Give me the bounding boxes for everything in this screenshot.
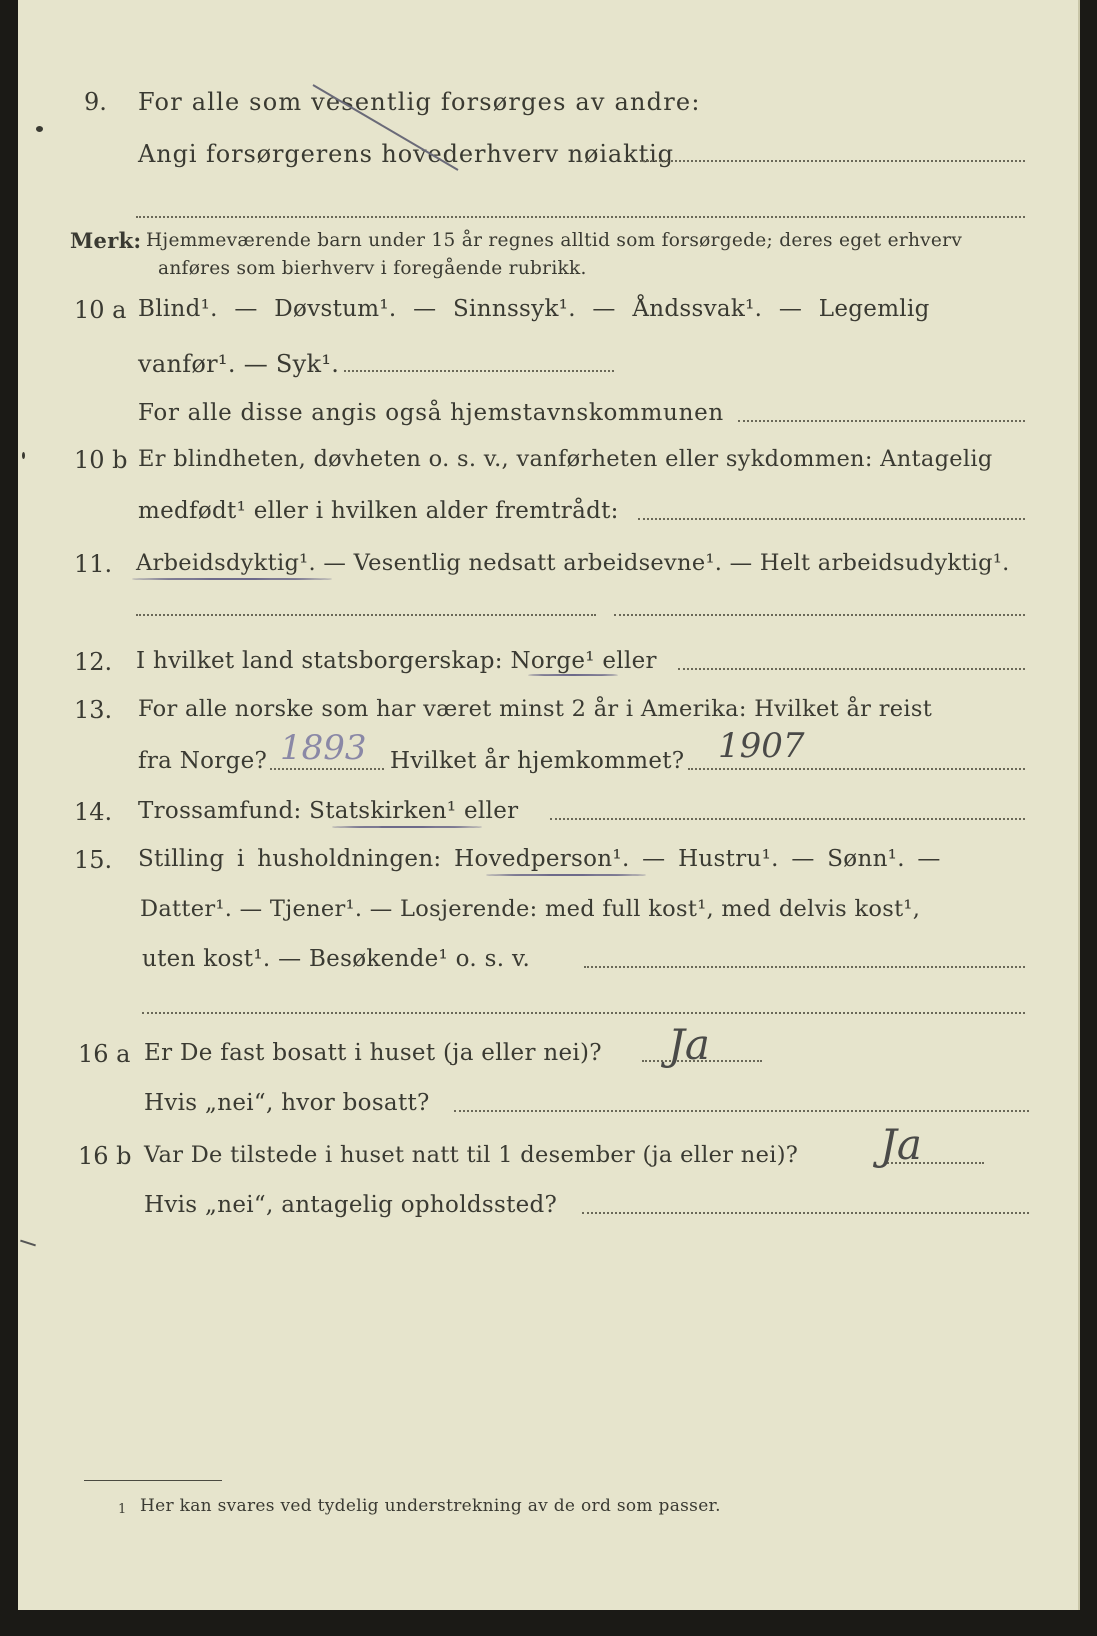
margin-dash	[20, 1240, 36, 1247]
footnote-marker: 1	[118, 1502, 127, 1517]
q12-number: 12.	[74, 648, 113, 676]
q13-line2b: Hvilket år hjemkommet?	[390, 748, 685, 774]
q14-underline-statskirken	[332, 826, 482, 828]
q10a-answer-line	[344, 370, 614, 372]
margin-dot	[22, 452, 25, 459]
q9-number: 9.	[84, 88, 107, 116]
q15-answer-line-2	[142, 1012, 1025, 1014]
q13-line1: For alle norske som har været minst 2 år i Amerika: Hvilket år reist	[138, 696, 933, 722]
q16b-number: 16 b	[78, 1142, 132, 1170]
q13-line2a: fra Norge?	[138, 748, 268, 774]
q14-number: 14.	[74, 798, 113, 826]
q16b-whereabouts-line	[582, 1212, 1029, 1214]
q15-number: 15.	[74, 846, 113, 874]
q10b-line2: medfødt¹ eller i hvilken alder fremtrådt:	[138, 498, 619, 524]
q9-answer-line-2	[136, 216, 1025, 218]
q14-answer-line	[550, 818, 1025, 820]
q16a-line2: Hvis „nei“, hvor bosatt?	[144, 1090, 430, 1116]
q11-number: 11.	[74, 550, 113, 578]
q12-underline-norge	[528, 674, 618, 676]
q15-answer-line	[584, 966, 1025, 968]
q16a-residence-line	[454, 1110, 1029, 1112]
q11-answer-line-right	[614, 614, 1025, 616]
margin-dot	[36, 126, 43, 132]
q10b-number: 10 b	[74, 446, 128, 474]
q13-return-line	[688, 768, 1025, 770]
q15-underline-hovedperson	[486, 874, 646, 876]
q13-return-year-handwritten: 1907	[718, 726, 805, 766]
q10a-number: 10 a	[74, 296, 127, 324]
census-form-page	[18, 0, 1080, 1610]
q15-line3: uten kost¹. — Besøkende¹ o. s. v.	[142, 946, 531, 972]
q15-line2: Datter¹. — Tjener¹. — Losjerende: med full kost¹, med delvis kost¹,	[140, 896, 921, 922]
merk-line1: Hjemmeværende barn under 15 år regnes alltid som forsørgede; deres eget erhverv	[146, 230, 963, 251]
q10a-line2: vanfør¹. — Syk¹.	[138, 350, 340, 378]
q10b-line1: Er blindheten, døvheten o. s. v., vanførheten eller sykdommen: Antagelig	[138, 446, 993, 472]
q16a-line1: Er De fast bosatt i huset (ja eller nei)?	[144, 1040, 602, 1066]
q12-answer-line	[678, 668, 1025, 670]
q11-underline-arbeidsdyktig	[132, 578, 332, 580]
q11-line1: Arbeidsdyktig¹. — Vesentlig nedsatt arbeidsevne¹. — Helt arbeidsudyktig¹.	[136, 550, 1010, 576]
pen-stroke-mark	[308, 80, 468, 180]
q16b-line1: Var De tilstede i huset natt til 1 desember (ja eller nei)?	[144, 1142, 799, 1168]
q10b-answer-line	[638, 518, 1025, 520]
q9-line1: For alle som vesentlig forsørges av andre:	[138, 88, 701, 116]
q13-number: 13.	[74, 696, 113, 724]
q15-line1: Stilling i husholdningen: Hovedperson¹. — Hustru¹. — Sønn¹. —	[138, 846, 941, 872]
merk-label: Merk:	[70, 228, 142, 253]
footnote-text: Her kan svares ved tydelig understrekning av de ord som passer.	[140, 1496, 721, 1516]
q10a-line3: For alle disse angis også hjemstavnskommunen	[138, 400, 724, 426]
q9-answer-line	[640, 160, 1025, 162]
merk-line2: anføres som bierhverv i foregående rubrikk.	[158, 258, 587, 279]
q13-departure-line	[270, 768, 384, 770]
q10a-line1: Blind¹. — Døvstum¹. — Sinnssyk¹. — Åndssvak¹. — Legemlig	[138, 296, 930, 322]
q9-line2: Angi forsørgerens hovederhverv nøiaktig	[138, 140, 674, 168]
q16b-answer-handwritten: Ja	[880, 1120, 922, 1169]
q12-line1: I hvilket land statsborgerskap: Norge¹ eller	[136, 648, 657, 674]
q10a-hometown-line	[738, 420, 1025, 422]
q16a-number: 16 a	[78, 1040, 131, 1068]
q16a-answer-handwritten: Ja	[668, 1020, 710, 1069]
q14-line1: Trossamfund: Statskirken¹ eller	[138, 798, 519, 824]
q11-answer-line-left	[136, 614, 596, 616]
q16b-line2: Hvis „nei“, antagelig opholdssted?	[144, 1192, 558, 1218]
footnote-rule	[84, 1480, 222, 1481]
q13-departure-year-handwritten: 1893	[280, 728, 367, 768]
